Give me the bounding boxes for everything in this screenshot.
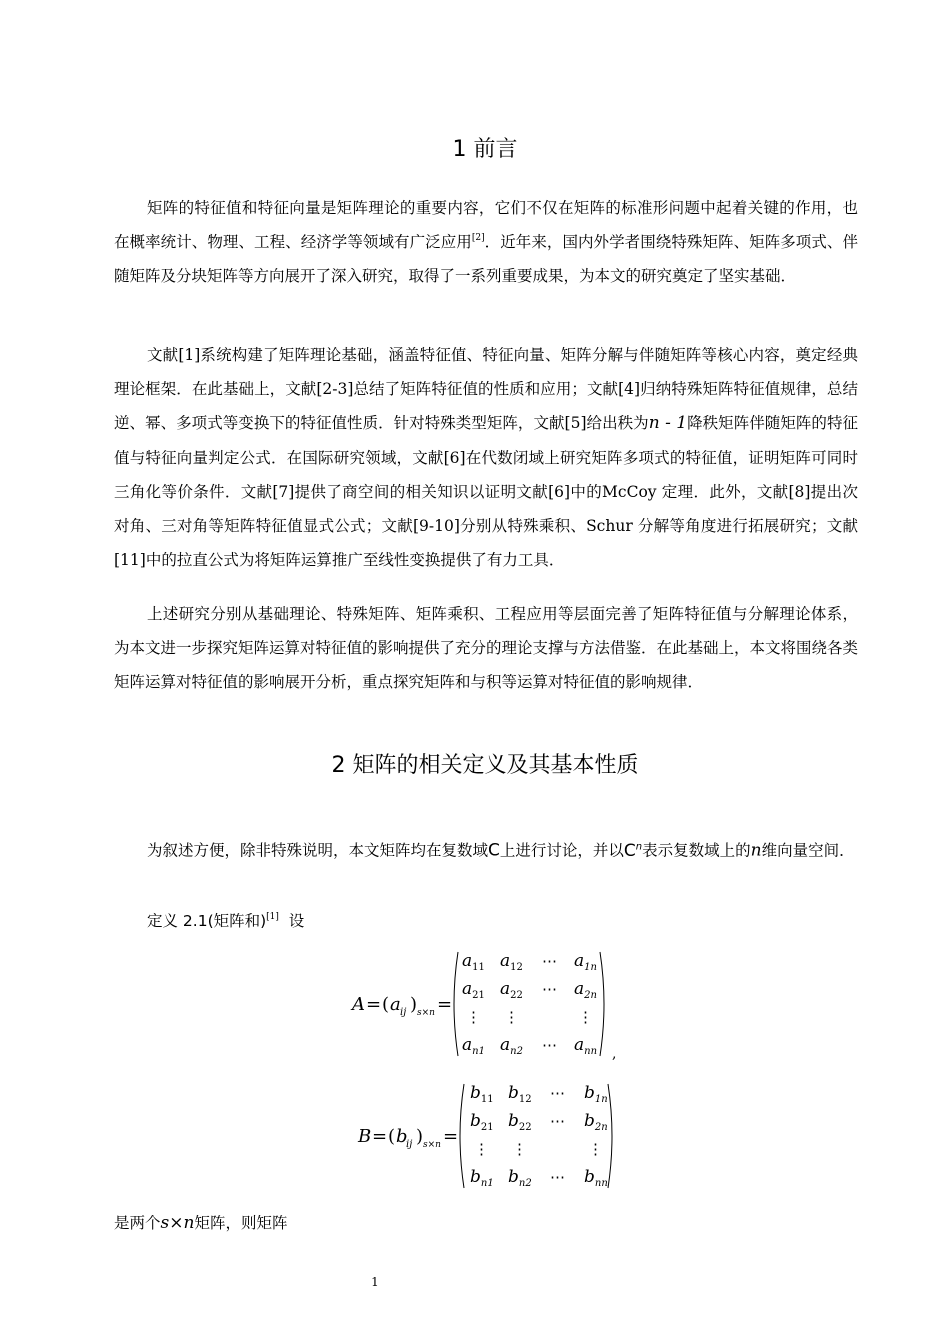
paragraph-text: 上进行讨论，并以: [499, 841, 624, 860]
matrix-entry: ⋯: [542, 980, 557, 998]
bracket-right: [600, 952, 604, 1056]
matrix-entry: ⋯: [550, 1112, 565, 1130]
paren-open: (: [382, 994, 390, 1015]
matrix-b-cells: [470, 1083, 608, 1189]
matrix-entry: $b_{11}$: [470, 1083, 494, 1105]
paragraph-text: ．近年来，国内外学者围绕特殊矩阵、矩阵多项式、伴随矩阵及分块矩阵等方向展开了深入研究，取得了一系列重要成果，为本文的研究奠定了坚实基础．: [114, 233, 858, 286]
bracket-left: [454, 952, 458, 1056]
definition-heading: [147, 909, 304, 931]
paragraph-intro-1: [114, 191, 858, 294]
matrix-b-svg: [356, 1076, 626, 1198]
citation: [2]: [471, 233, 485, 244]
matrix-entry: ⋯: [550, 1084, 565, 1102]
equals-sign: =: [372, 1126, 388, 1147]
matrix-entry: $a_{22}$: [500, 979, 523, 1001]
matrix-entry: ⋮: [504, 1008, 519, 1026]
matrix-entry: $b_{1n}$: [584, 1083, 608, 1105]
matrix-entry: $b_{nn}$: [584, 1167, 608, 1189]
matrix-entry: $a_{12}$: [500, 951, 523, 973]
paragraph-intro-3: 上述研究分别从基础理论、特殊矩阵、矩阵乘积、工程应用等层面完善了矩阵特征值与分解理论体系，为本文进一步探究矩阵运算对特征值的影响提供了充分的理论支撑与方法借鉴．在此基础上，本文将围绕各类矩阵运算对特征值的影响展开分析，重点探究矩阵和与积等运算对特征值的影响规律．: [114, 605, 859, 692]
matrix-entry: ⋮: [578, 1008, 593, 1026]
matrix-entry: $b_{n1}$: [470, 1167, 494, 1189]
paragraph-notation: [114, 826, 858, 872]
paren-open: (: [388, 1126, 396, 1147]
paragraph-text: 是两个: [114, 1214, 161, 1232]
index-subscript: ij: [400, 1007, 407, 1018]
element-symbol: b: [396, 1126, 408, 1147]
section-title-definitions: 2 矩阵的相关定义及其基本性质: [331, 753, 639, 778]
page-number: 1: [371, 1275, 379, 1289]
symbol-exponent: n: [635, 841, 643, 852]
inline-math: n: [750, 840, 762, 861]
paragraph-intro-2: [114, 338, 858, 577]
matrix-entry: $a_{nn}$: [574, 1035, 598, 1057]
dimension-subscript: s×n: [423, 1140, 441, 1150]
definition-text: 设: [288, 912, 305, 930]
complex-field-symbol: C: [488, 840, 500, 861]
definition-label: 定义 2.1(矩阵和): [147, 912, 267, 930]
matrix-entry: $b_{21}$: [470, 1111, 494, 1133]
matrix-entry: $a_{2n}$: [574, 979, 597, 1001]
matrix-lhs: A: [352, 994, 365, 1015]
matrix-entry: $a_{1n}$: [574, 951, 597, 973]
matrix-entry: ⋮: [474, 1140, 489, 1158]
paragraph-text: 为叙述方便，除非特殊说明，本文矩阵均在复数域: [147, 841, 489, 860]
section-title-introduction: 1 前言: [452, 137, 518, 162]
matrix-entry: ⋯: [542, 1036, 557, 1054]
paragraph-text: 矩阵，则矩阵: [194, 1214, 288, 1232]
index-subscript: ij: [406, 1139, 413, 1150]
matrix-entry: $a_{n2}$: [500, 1035, 523, 1057]
equals-sign: =: [437, 994, 453, 1015]
element-symbol: a: [390, 994, 401, 1015]
paren-close: ): [410, 994, 418, 1015]
bracket-right: [608, 1084, 612, 1188]
bracket-left: [460, 1084, 464, 1188]
paragraph-text: 文献[1]系统构建了矩阵理论基础，涵盖特征值、特征向量、矩阵分解与伴随矩阵等核心内容，奠定经典理论框架．在此基础上，文献[2-3]总结了矩阵特征值的性质和应用；文献[4]归纳特殊矩阵特征值规律，总结逆、幂、多项式等变换下的特征值性质．针对特殊类型矩阵，文献[5]给出秩为: [114, 346, 858, 433]
matrix-entry: ⋯: [542, 952, 557, 970]
equation-matrix-b: [356, 1076, 626, 1198]
paren-close: ): [416, 1126, 424, 1147]
matrix-entry: $b_{n2}$: [508, 1167, 532, 1189]
equals-sign: =: [366, 994, 382, 1015]
paragraph-text: 矩阵的特征值和特征向量是矩阵理论的重要内容，它们不仅在矩阵的标准形问题中起着关键的作用，也在概率统计、物理、工程、经济学等领域有广泛应用: [114, 199, 858, 252]
equals-sign: =: [443, 1126, 459, 1147]
paragraph-text: 维向量空间．: [761, 841, 855, 860]
trailing-comma: ,: [612, 1046, 617, 1062]
symbol-base: C: [623, 840, 636, 861]
matrix-entry: $b_{22}$: [508, 1111, 532, 1133]
matrix-entry: ⋯: [550, 1168, 565, 1186]
matrix-a-cells: [462, 951, 597, 1057]
paragraph-text: 降秩矩阵伴随矩阵的特征值与特征向量判定公式．在国际研究领域，文献[6]在代数闭域上研究矩阵多项式的特征值，证明矩阵可同时三角化等价条件．文献[7]提供了商空间的相关知识以证明文献[6]中的McCoy 定理．此外，文献[8]提出次对角、三对角等矩阵特征值显式公式；文献[9-10]分别从特殊乘积、Schur 分解等角度进行拓展研究；文献[11]中的拉直公式为将矩阵运算推广至线性变换提供了有力工具．: [114, 414, 858, 570]
complex-space-symbol: [624, 841, 642, 861]
inline-math: s×n: [160, 1213, 195, 1233]
matrix-entry: $b_{2n}$: [584, 1111, 608, 1133]
matrix-a-svg: [350, 944, 630, 1066]
paragraph-continuation: [114, 1211, 287, 1233]
matrix-entry: $a_{21}$: [462, 979, 485, 1001]
matrix-entry: ⋮: [512, 1140, 527, 1158]
inline-math: n - 1: [648, 413, 688, 434]
equation-matrix-a: [350, 944, 630, 1066]
paragraph-text: 表示复数域上的: [642, 841, 751, 860]
matrix-entry: ⋮: [466, 1008, 481, 1026]
citation: [1]: [266, 912, 279, 922]
matrix-entry: $a_{11}$: [462, 951, 485, 973]
matrix-entry: $a_{n1}$: [462, 1035, 485, 1057]
matrix-entry: ⋮: [588, 1140, 603, 1158]
dimension-subscript: s×n: [417, 1008, 435, 1018]
matrix-lhs: B: [358, 1126, 372, 1147]
matrix-entry: $b_{12}$: [508, 1083, 532, 1105]
